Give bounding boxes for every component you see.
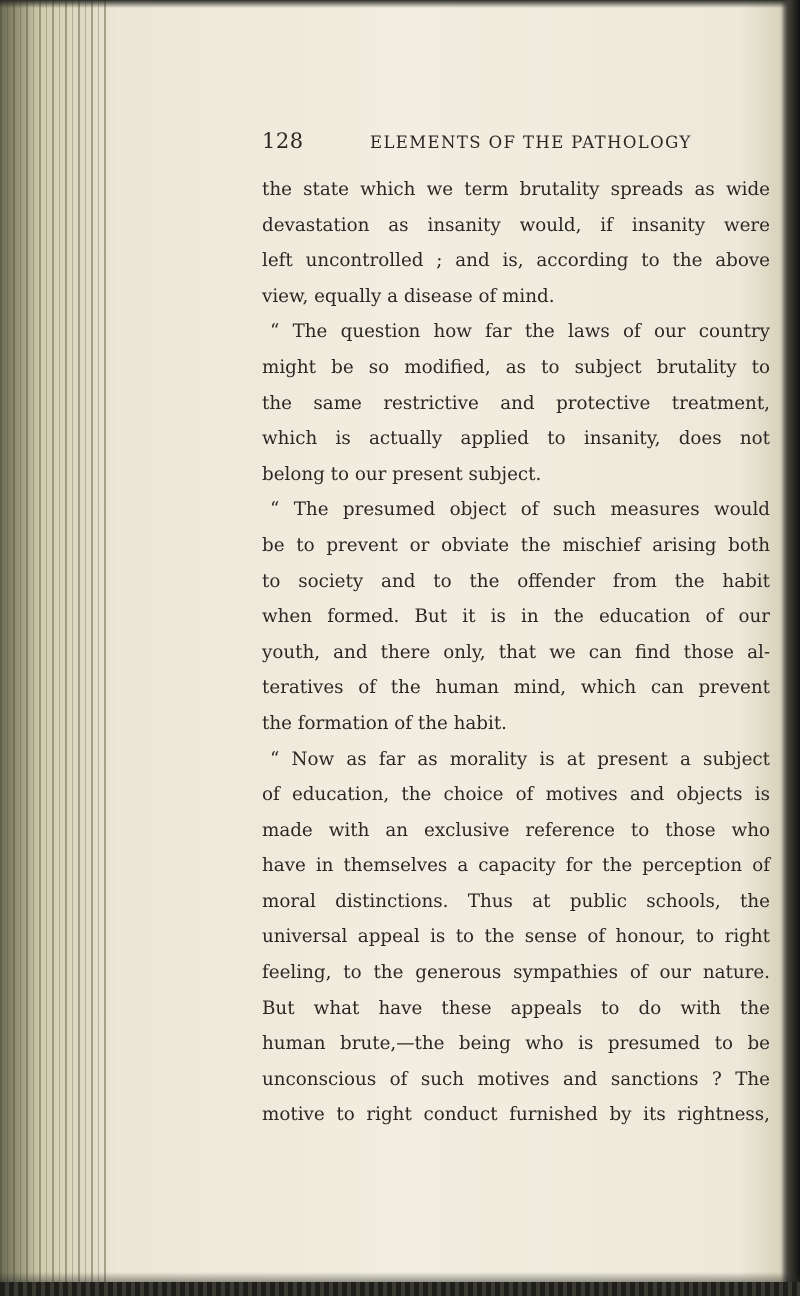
gutter-shadow: [0, 0, 40, 1296]
text-line: But what have these appeals to do with the: [262, 997, 770, 1019]
page-header: [262, 129, 782, 165]
running-head: ELEMENTS OF THE PATHOLOGY: [370, 133, 692, 152]
right-page-edge: [782, 0, 800, 1296]
text-line: universal appeal is to the sense of honour, to right: [262, 926, 770, 948]
text-line: belong to our present subject.: [262, 463, 542, 485]
text-line: human brute,—the being who is presumed to be: [262, 1033, 770, 1055]
text-line: moral distinctions. Thus at public schools, the: [262, 890, 770, 912]
text-line: the formation of the habit.: [262, 712, 507, 734]
text-line: devastation as insanity would, if insanity were: [262, 214, 770, 236]
top-page-edge: [0, 0, 800, 8]
text-line: which is actually applied to insanity, does not: [262, 428, 770, 450]
text-line: feeling, to the generous sympathies of our nature.: [262, 962, 770, 984]
text-line: motive to right conduct furnished by its rightness,: [262, 1104, 770, 1126]
page-number: 128: [262, 129, 304, 153]
bottom-shadow: [0, 1272, 800, 1282]
bottom-page-edge: [0, 1282, 800, 1296]
text-line: the state which we term brutality spreads as wide: [262, 179, 770, 200]
text-line: when formed. But it is in the education of our: [262, 606, 770, 628]
text-line: have in themselves a capacity for the perception of: [262, 855, 770, 877]
text-line: “ The presumed object of such measures would: [270, 499, 770, 521]
text-line: made with an exclusive reference to those who: [262, 819, 770, 841]
text-line: to society and to the offender from the habit: [262, 570, 770, 592]
text-line: of education, the choice of motives and objects is: [262, 784, 770, 806]
text-line: teratives of the human mind, which can prevent: [262, 677, 770, 699]
text-line: “ Now as far as morality is at present a subject: [270, 748, 770, 770]
text-line: unconscious of such motives and sanctions ? The: [262, 1068, 770, 1090]
text-line: the same restrictive and protective treatment,: [262, 392, 770, 414]
text-line: youth, and there only, that we can find those al-: [262, 641, 770, 663]
body-text: [262, 172, 770, 1133]
text-line: “ The question how far the laws of our country: [270, 321, 770, 343]
text-line: might be so modified, as to subject brutality to: [262, 356, 770, 378]
text-line: left uncontrolled ; and is, according to the above: [262, 250, 770, 272]
text-line: view, equally a disease of mind.: [262, 285, 555, 307]
text-line: be to prevent or obviate the mischief arising both: [262, 534, 770, 556]
